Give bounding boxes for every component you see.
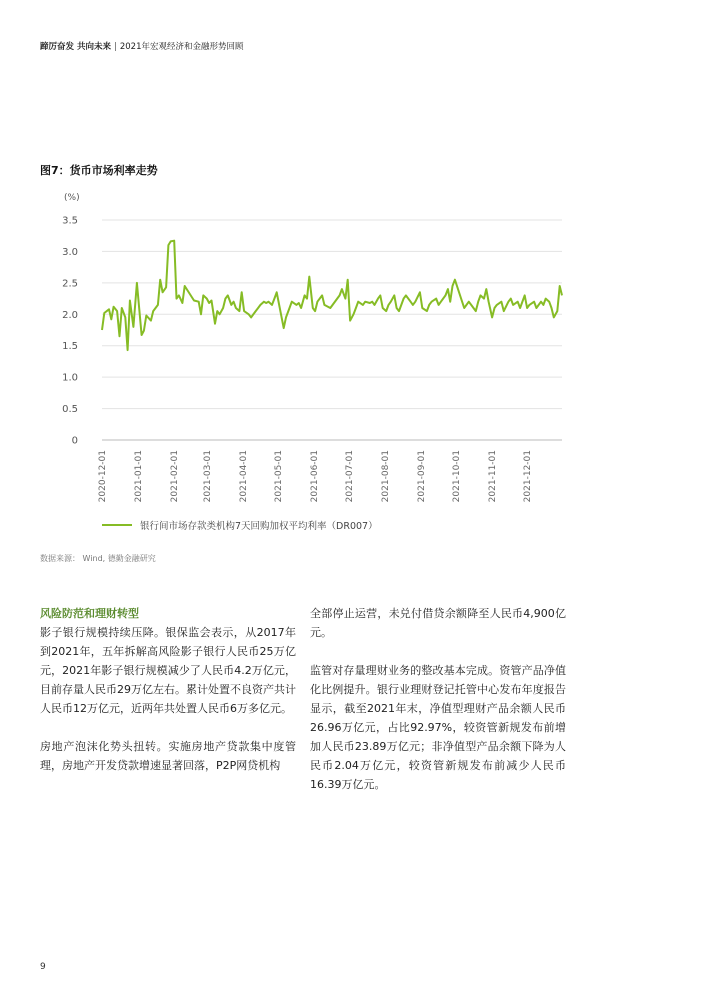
page-number: 9 bbox=[40, 962, 46, 972]
y-tick-label: 3.0 bbox=[62, 246, 78, 258]
y-axis-unit-label: (%) bbox=[64, 193, 80, 203]
y-tick-label: 2.5 bbox=[62, 278, 78, 290]
data-source-note: 数据来源： Wind, 德勤金融研究 bbox=[40, 554, 156, 563]
x-tick-label: 2021-09-01 bbox=[417, 450, 428, 503]
x-tick-label: 2021-08-01 bbox=[380, 450, 391, 503]
figure-title: 图7：货币市场利率走势 bbox=[40, 164, 158, 177]
x-tick-label: 2021-04-01 bbox=[238, 450, 249, 503]
legend-label: 银行间市场存款类机构7天回购加权平均利率（DR007） bbox=[140, 521, 378, 532]
text-column-right bbox=[310, 604, 566, 813]
section-title: 风险防范和理财转型 bbox=[40, 607, 139, 620]
header-brand: 蹄厉奋发 共向未来 bbox=[40, 42, 111, 52]
y-tick-label: 0 bbox=[71, 435, 78, 447]
rate-line-chart bbox=[40, 180, 580, 550]
x-tick-label: 2021-07-01 bbox=[344, 450, 355, 503]
header-subtitle: 2021年宏观经济和金融形势回顾 bbox=[119, 42, 244, 52]
paragraph: 监管对存量理财业务的整改基本完成。资管产品净值化比例提升。银行业理财登记托管中心发布年度报告显示，截至2021年末，净值型理财产品余额人民币26.96万亿元，占比92.97%，较资管新规发布前增加人民币23.89万亿元；非净值型产品余额下降为人民币2.04万亿元，较资管新规发布前减少人民币16.39万亿元。 bbox=[310, 664, 566, 791]
x-tick-label: 2021-10-01 bbox=[452, 450, 463, 503]
page-header bbox=[40, 40, 243, 52]
x-axis-ticks bbox=[98, 450, 533, 502]
x-tick-label: 2021-01-01 bbox=[134, 450, 145, 503]
paragraph: 房地产泡沫化势头扭转。实施房地产贷款集中度管理，房地产开发贷款增速显著回落，P2P网贷机构 bbox=[40, 740, 296, 772]
y-axis-ticks bbox=[62, 216, 78, 447]
x-tick-label: 2021-02-01 bbox=[170, 450, 181, 503]
header-separator: | bbox=[113, 42, 117, 52]
x-tick-label: 2021-06-01 bbox=[309, 450, 320, 503]
x-tick-label: 2021-12-01 bbox=[523, 450, 534, 503]
text-column-left bbox=[40, 604, 296, 794]
paragraph: 影子银行规模持续压降。银保监会表示，从2017年到2021年，五年拆解高风险影子银行人民币25万亿元，2021年影子银行规模减少了人民币4.2万亿元，目前存量人民币29万亿左右。累计处置不良资产共计人民币12万亿元，近两年共处置人民币6万多亿元。 bbox=[40, 626, 296, 715]
y-tick-label: 1.5 bbox=[62, 341, 78, 353]
x-tick-label: 2020-12-01 bbox=[98, 450, 108, 503]
chart-grid bbox=[102, 220, 562, 440]
paragraph: 全部停止运营，未兑付借贷余额降至人民币4,900亿元。 bbox=[310, 607, 566, 639]
x-tick-label: 2021-03-01 bbox=[202, 450, 213, 503]
y-tick-label: 0.5 bbox=[62, 404, 78, 416]
y-tick-label: 2.0 bbox=[62, 309, 78, 321]
x-tick-label: 2021-05-01 bbox=[273, 450, 284, 503]
y-tick-label: 1.0 bbox=[62, 372, 78, 384]
y-tick-label: 3.5 bbox=[62, 215, 78, 227]
chart-legend bbox=[102, 520, 378, 532]
series-line-dr007 bbox=[102, 241, 562, 350]
x-tick-label: 2021-11-01 bbox=[488, 450, 499, 503]
